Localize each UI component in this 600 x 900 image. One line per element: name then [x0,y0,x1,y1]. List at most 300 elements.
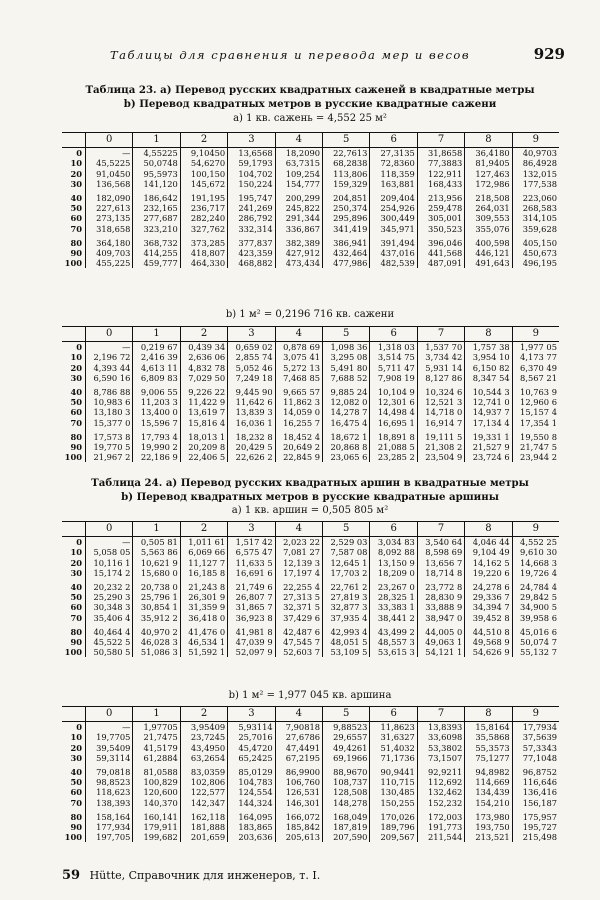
table-cell: 14,278 7 [323,407,370,417]
table-cell: 20,738 0 [133,578,180,592]
table-cell: 25,7016 [228,732,275,742]
table-cell: 400,598 [465,234,512,248]
table-cell: 158,164 [86,808,133,822]
table-cell: 14,162 5 [465,558,512,568]
table-cell: 11,862 3 [275,397,322,407]
column-header: 3 [228,133,275,148]
table-cell: 12,741 0 [465,397,512,407]
table-cell: 92,9211 [417,763,464,777]
table-cell: 13,839 3 [228,407,275,417]
table-cell: 77,3883 [417,158,464,168]
table-cell: 3,734 42 [417,352,464,362]
table-cell: 27,3135 [370,148,417,159]
table-cell: 44,510 8 [465,623,512,637]
table-cell: 55,132 7 [512,647,559,657]
table-cell: 6,590 16 [86,373,133,383]
table-row [62,602,559,612]
table-cell: 24,278 6 [465,578,512,592]
table-cell: 34,394 7 [465,602,512,612]
column-header: 8 [465,707,512,722]
table-cell: 141,120 [133,179,180,189]
table-cell: 211,544 [417,832,464,842]
table-cell: 3,075 41 [275,352,322,362]
table-cell: 4,613 11 [133,363,180,373]
column-header: 9 [512,522,559,537]
corner-cell [62,522,86,537]
table-cell: 53,109 5 [323,647,370,657]
table-cell: 6,809 83 [133,373,180,383]
table-cell: 23,7245 [180,732,227,742]
table-cell: 241,269 [228,203,275,213]
table-cell: 42,993 4 [323,623,370,637]
table-cell: 223,060 [512,189,559,203]
table-cell: 10,763 9 [512,383,559,397]
table-cell: 27,819 3 [323,592,370,602]
table-cell: 250,374 [323,203,370,213]
table-cell: 227,613 [86,203,133,213]
table-cell: 423,359 [228,248,275,258]
column-header: 7 [417,327,464,342]
table-cell: 11,8623 [370,722,417,733]
table-cell: 5,93114 [228,722,275,733]
table-cell: 39,5409 [86,743,133,753]
table-cell: 177,538 [512,179,559,189]
table-cell: 79,0818 [86,763,133,777]
table-cell: 83,0359 [180,763,227,777]
table-cell: 207,590 [323,832,370,842]
column-header: 4 [275,522,322,537]
table-cell: 19,990 2 [133,442,180,452]
table-cell: 47,039 9 [228,637,275,647]
table-cell: 4,393 44 [86,363,133,373]
table-cell: 146,301 [275,798,322,808]
table-cell: 12,301 6 [370,397,417,407]
table-cell: 53,615 3 [370,647,417,657]
row-key: 0 [76,342,82,353]
row-key: 20 [70,362,82,373]
table-cell: 14,668 3 [512,558,559,568]
table-cell: 100,150 [180,169,227,179]
table-cell: 36,923 8 [228,613,275,623]
table-cell: 77,1048 [512,753,559,763]
table-cell: 409,703 [86,248,133,258]
table-cell: 0,659 02 [228,342,275,353]
column-header: 6 [370,327,417,342]
table-cell: 13,656 7 [417,558,464,568]
table-cell: 305,001 [417,213,464,223]
table-row [62,248,559,258]
table-cell: 8,598 69 [417,547,464,557]
table-cell: 128,508 [323,787,370,797]
table-cell: 67,2195 [275,753,322,763]
table-cell: 16,914 7 [417,418,464,428]
table-cell: 482,539 [370,258,417,268]
table-cell: — [86,342,133,353]
table-cell: 10,544 3 [465,383,512,397]
table-cell: 323,210 [133,224,180,234]
table-cell: 50,074 7 [512,637,559,647]
column-header: 2 [180,522,227,537]
table-cell: 382,389 [275,234,322,248]
table-cell: 473,434 [275,258,322,268]
table-cell: 18,714 8 [417,568,464,578]
table-cell: 391,494 [370,234,417,248]
column-header: 0 [86,133,133,148]
table-cell: 51,086 3 [133,647,180,657]
table-cell: 106,760 [275,777,322,787]
table-cell: 13,8393 [417,722,464,733]
corner-cell [62,327,86,342]
table-cell: 43,4950 [180,743,227,753]
row-key: 60 [70,213,82,224]
table-cell: 300,449 [370,213,417,223]
table-cell: 1,977 05 [512,342,559,353]
table-cell: 100,829 [133,777,180,787]
table-cell: 21,749 6 [228,578,275,592]
table-cell: 2,416 39 [133,352,180,362]
table-cell: 1,517 42 [228,537,275,548]
table-cell: 17,7934 [512,722,559,733]
table-cell: 3,514 75 [370,352,417,362]
table-cell: 9,88523 [323,722,370,733]
table-cell: 154,777 [275,179,322,189]
table-cell: 14,937 7 [465,407,512,417]
column-header: 1 [133,707,180,722]
table-cell: 52,097 9 [228,647,275,657]
table-cell: 20,232 2 [86,578,133,592]
table-cell: 4,552 25 [512,537,559,548]
table-row [62,383,559,397]
column-header: 4 [275,707,322,722]
table-cell: 49,4261 [323,743,370,753]
table-row [62,179,559,189]
row-key: 0 [76,722,82,733]
table-cell: 195,747 [228,189,275,203]
table-cell: 33,888 9 [417,602,464,612]
table-23a-subtitle: a) 1 кв. сажень = 4,552 25 м² [233,113,387,124]
table-row [62,234,559,248]
table-cell: 309,553 [465,213,512,223]
table-row [62,363,559,373]
table-cell: 236,717 [180,203,227,213]
table-cell: 29,6557 [323,732,370,742]
table-cell: 282,240 [180,213,227,223]
table-cell: 19,220 6 [465,568,512,578]
table-cell: 1,011 61 [180,537,227,548]
table-row [62,578,559,592]
column-header: 7 [417,707,464,722]
table-cell: 118,359 [370,169,417,179]
table-cell: 3,295 08 [323,352,370,362]
table-cell: 59,3114 [86,753,133,763]
table-cell: 268,583 [512,203,559,213]
table-row [62,397,559,407]
table-cell: 29,336 7 [465,592,512,602]
table-cell: 21,967 2 [86,452,133,462]
table-cell: 8,786 88 [86,383,133,397]
table-cell: 81,0588 [133,763,180,777]
table-cell: 19,331 1 [465,428,512,442]
table-cell: 450,673 [512,248,559,258]
table-cell: 52,603 7 [275,647,322,657]
table-cell: 13,619 7 [180,407,227,417]
table-cell: 0,439 34 [180,342,227,353]
table-row [62,832,559,842]
table-cell: 148,278 [323,798,370,808]
table-cell: 0,878 69 [275,342,322,353]
table-cell: 418,807 [180,248,227,258]
table-cell: 273,135 [86,213,133,223]
table-cell: 468,882 [228,258,275,268]
table-cell: 1,318 03 [370,342,417,353]
table-cell: 16,475 4 [323,418,370,428]
table-cell: 185,842 [275,822,322,832]
table-cell: 8,567 21 [512,373,559,383]
table-cell: 162,118 [180,808,227,822]
table-cell: 37,5639 [512,732,559,742]
column-header: 1 [133,133,180,148]
table-cell: 40,970 2 [133,623,180,637]
table-cell: 32,371 5 [275,602,322,612]
table-cell: 7,688 52 [323,373,370,383]
table-cell: 21,308 2 [417,442,464,452]
table-cell: 213,956 [417,189,464,203]
table-cell: 10,116 1 [86,558,133,568]
row-key: 60 [70,407,82,418]
table-cell: 15,596 7 [133,418,180,428]
table-cell: 181,888 [180,822,227,832]
column-header: 7 [417,522,464,537]
table-cell: 134,439 [465,787,512,797]
table-24b [62,706,559,842]
table-cell: 396,046 [417,234,464,248]
table-cell: 15,157 4 [512,407,559,417]
table-cell: 3,034 83 [370,537,417,548]
row-key: 30 [70,372,82,383]
table-cell: 36,4180 [465,148,512,159]
table-cell: 177,934 [86,822,133,832]
table-cell: 1,098 36 [323,342,370,353]
table-cell: 19,726 4 [512,568,559,578]
row-key: 10 [70,352,82,363]
table-cell: 59,1793 [228,158,275,168]
column-header: 9 [512,707,559,722]
table-cell: 17,134 4 [465,418,512,428]
table-cell: 142,347 [180,798,227,808]
table-row [62,613,559,623]
table-cell: 71,1736 [370,753,417,763]
table-row [62,547,559,557]
table-cell: 150,255 [370,798,417,808]
table-cell: 63,2654 [180,753,227,763]
table-cell: 193,750 [465,822,512,832]
table-cell: 368,732 [133,234,180,248]
table-cell: 36,418 0 [180,613,227,623]
footer-number: 59 [62,868,81,883]
table-cell: 34,900 5 [512,602,559,612]
table-cell: 33,6098 [417,732,464,742]
table-cell: 209,404 [370,189,417,203]
table-cell: 38,947 0 [417,613,464,623]
table-cell: 48,557 3 [370,637,417,647]
table-cell: 12,960 6 [512,397,559,407]
table-24a-subtitle: a) 1 кв. аршин = 0,505 805 м² [231,505,389,516]
table-cell: 152,232 [417,798,464,808]
table-cell: 41,981 8 [228,623,275,637]
row-key: 50 [70,592,82,603]
row-key: 50 [70,777,82,788]
column-header: 6 [370,707,417,722]
table-cell: 118,623 [86,787,133,797]
table-cell: 39,452 8 [465,613,512,623]
table-cell: 17,573 8 [86,428,133,442]
row-key: 60 [70,787,82,798]
table-row [62,189,559,203]
table-cell: 491,643 [465,258,512,268]
table-cell: 259,478 [417,203,464,213]
table-cell: 10,621 9 [133,558,180,568]
table-cell: 22,626 2 [228,452,275,462]
table-cell: 459,777 [133,258,180,268]
column-header: 3 [228,522,275,537]
table-cell: 487,091 [417,258,464,268]
table-cell: 98,8523 [86,777,133,787]
table-row [62,373,559,383]
table-cell: 172,986 [465,179,512,189]
table-cell: 104,702 [228,169,275,179]
table-cell: 4,173 77 [512,352,559,362]
table-row [62,352,559,362]
table-cell: 113,806 [323,169,370,179]
table-cell: 327,762 [180,224,227,234]
table-cell: 5,058 05 [86,547,133,557]
table-cell: 168,049 [323,808,370,822]
row-key: 100 [64,832,82,843]
column-header: 7 [417,133,464,148]
table-row [62,808,559,822]
table-cell: 22,7613 [323,148,370,159]
table-cell: 4,046 44 [465,537,512,548]
table-cell: 110,715 [370,777,417,787]
table-cell: 19,7705 [86,732,133,742]
row-key: 50 [70,397,82,408]
table-row [62,822,559,832]
table-cell: 314,105 [512,213,559,223]
table-cell: 122,577 [180,787,227,797]
table-cell: 39,958 6 [512,613,559,623]
table-cell: 21,747 5 [512,442,559,452]
table-cell: 15,680 0 [133,568,180,578]
table-cell: 405,150 [512,234,559,248]
table-cell: 191,195 [180,189,227,203]
table-cell: 27,6786 [275,732,322,742]
table-cell: 25,796 1 [133,592,180,602]
table-cell: 204,851 [323,189,370,203]
table-cell: 414,255 [133,248,180,258]
table-cell: 23,944 2 [512,452,559,462]
table-cell: 40,9703 [512,148,559,159]
running-title: Таблицы для сравнения и перевода мер и весов [110,48,471,62]
row-key: 20 [70,168,82,179]
table-row [62,592,559,602]
table-cell: 144,324 [228,798,275,808]
table-cell: 22,761 2 [323,578,370,592]
table-cell: 22,845 9 [275,452,322,462]
table-cell: 13,180 3 [86,407,133,417]
column-header: 8 [465,327,512,342]
table-cell: 81,9405 [465,158,512,168]
table-cell: 32,877 3 [323,602,370,612]
table-cell: 179,911 [133,822,180,832]
table-cell: 6,069 66 [180,547,227,557]
table-cell: 23,285 2 [370,452,417,462]
table-row [62,798,559,808]
table-cell: 18,672 1 [323,428,370,442]
table-row [62,777,559,787]
row-key: 100 [64,647,82,658]
table-cell: 91,0450 [86,169,133,179]
table-cell: 44,005 0 [417,623,464,637]
table-cell: 332,314 [228,224,275,234]
table-cell: 30,854 1 [133,602,180,612]
table-cell: 19,111 5 [417,428,464,442]
table-cell: 427,912 [275,248,322,258]
table-cell: 16,036 1 [228,418,275,428]
table-cell: 7,029 50 [180,373,227,383]
table-cell: 145,672 [180,179,227,189]
page-header [110,45,565,67]
table-cell: 88,9670 [323,763,370,777]
table-cell: 41,5179 [133,743,180,753]
table-cell: 23,724 6 [465,452,512,462]
table-cell: 7,081 27 [275,547,322,557]
table-cell: 22,406 5 [180,452,227,462]
table-row [62,743,559,753]
table-cell: 13,400 0 [133,407,180,417]
table-cell: 189,796 [370,822,417,832]
table-cell: 25,290 3 [86,592,133,602]
table-cell: 19,770 5 [86,442,133,452]
table-cell: 0,505 81 [133,537,180,548]
table-cell: 183,865 [228,822,275,832]
table-cell: 2,023 22 [275,537,322,548]
table-24b-subtitle: b) 1 м² = 1,977 045 кв. аршина [228,690,392,701]
table-cell: 35,912 2 [133,613,180,623]
table-cell: 197,705 [86,832,133,842]
table-cell: 29,842 5 [512,592,559,602]
table-cell: 26,807 7 [228,592,275,602]
table-cell: 264,031 [465,203,512,213]
table-cell: 14,498 4 [370,407,417,417]
table-row [62,763,559,777]
table-cell: 12,645 1 [323,558,370,568]
table-cell: 114,669 [465,777,512,787]
table-cell: 54,6270 [180,158,227,168]
table-cell: 73,1507 [417,753,464,763]
table-cell: 209,567 [370,832,417,842]
table-row [62,407,559,417]
table-cell: 43,499 2 [370,623,417,637]
table-cell: 441,568 [417,248,464,258]
table-cell: 5,272 13 [275,363,322,373]
table-cell: 23,772 8 [417,578,464,592]
row-key: 40 [70,193,82,204]
table-cell: 477,986 [323,258,370,268]
table-cell: 69,1966 [323,753,370,763]
table-cell: 4,832 78 [180,363,227,373]
table-cell: 18,891 8 [370,428,417,442]
row-key: 70 [70,797,82,808]
